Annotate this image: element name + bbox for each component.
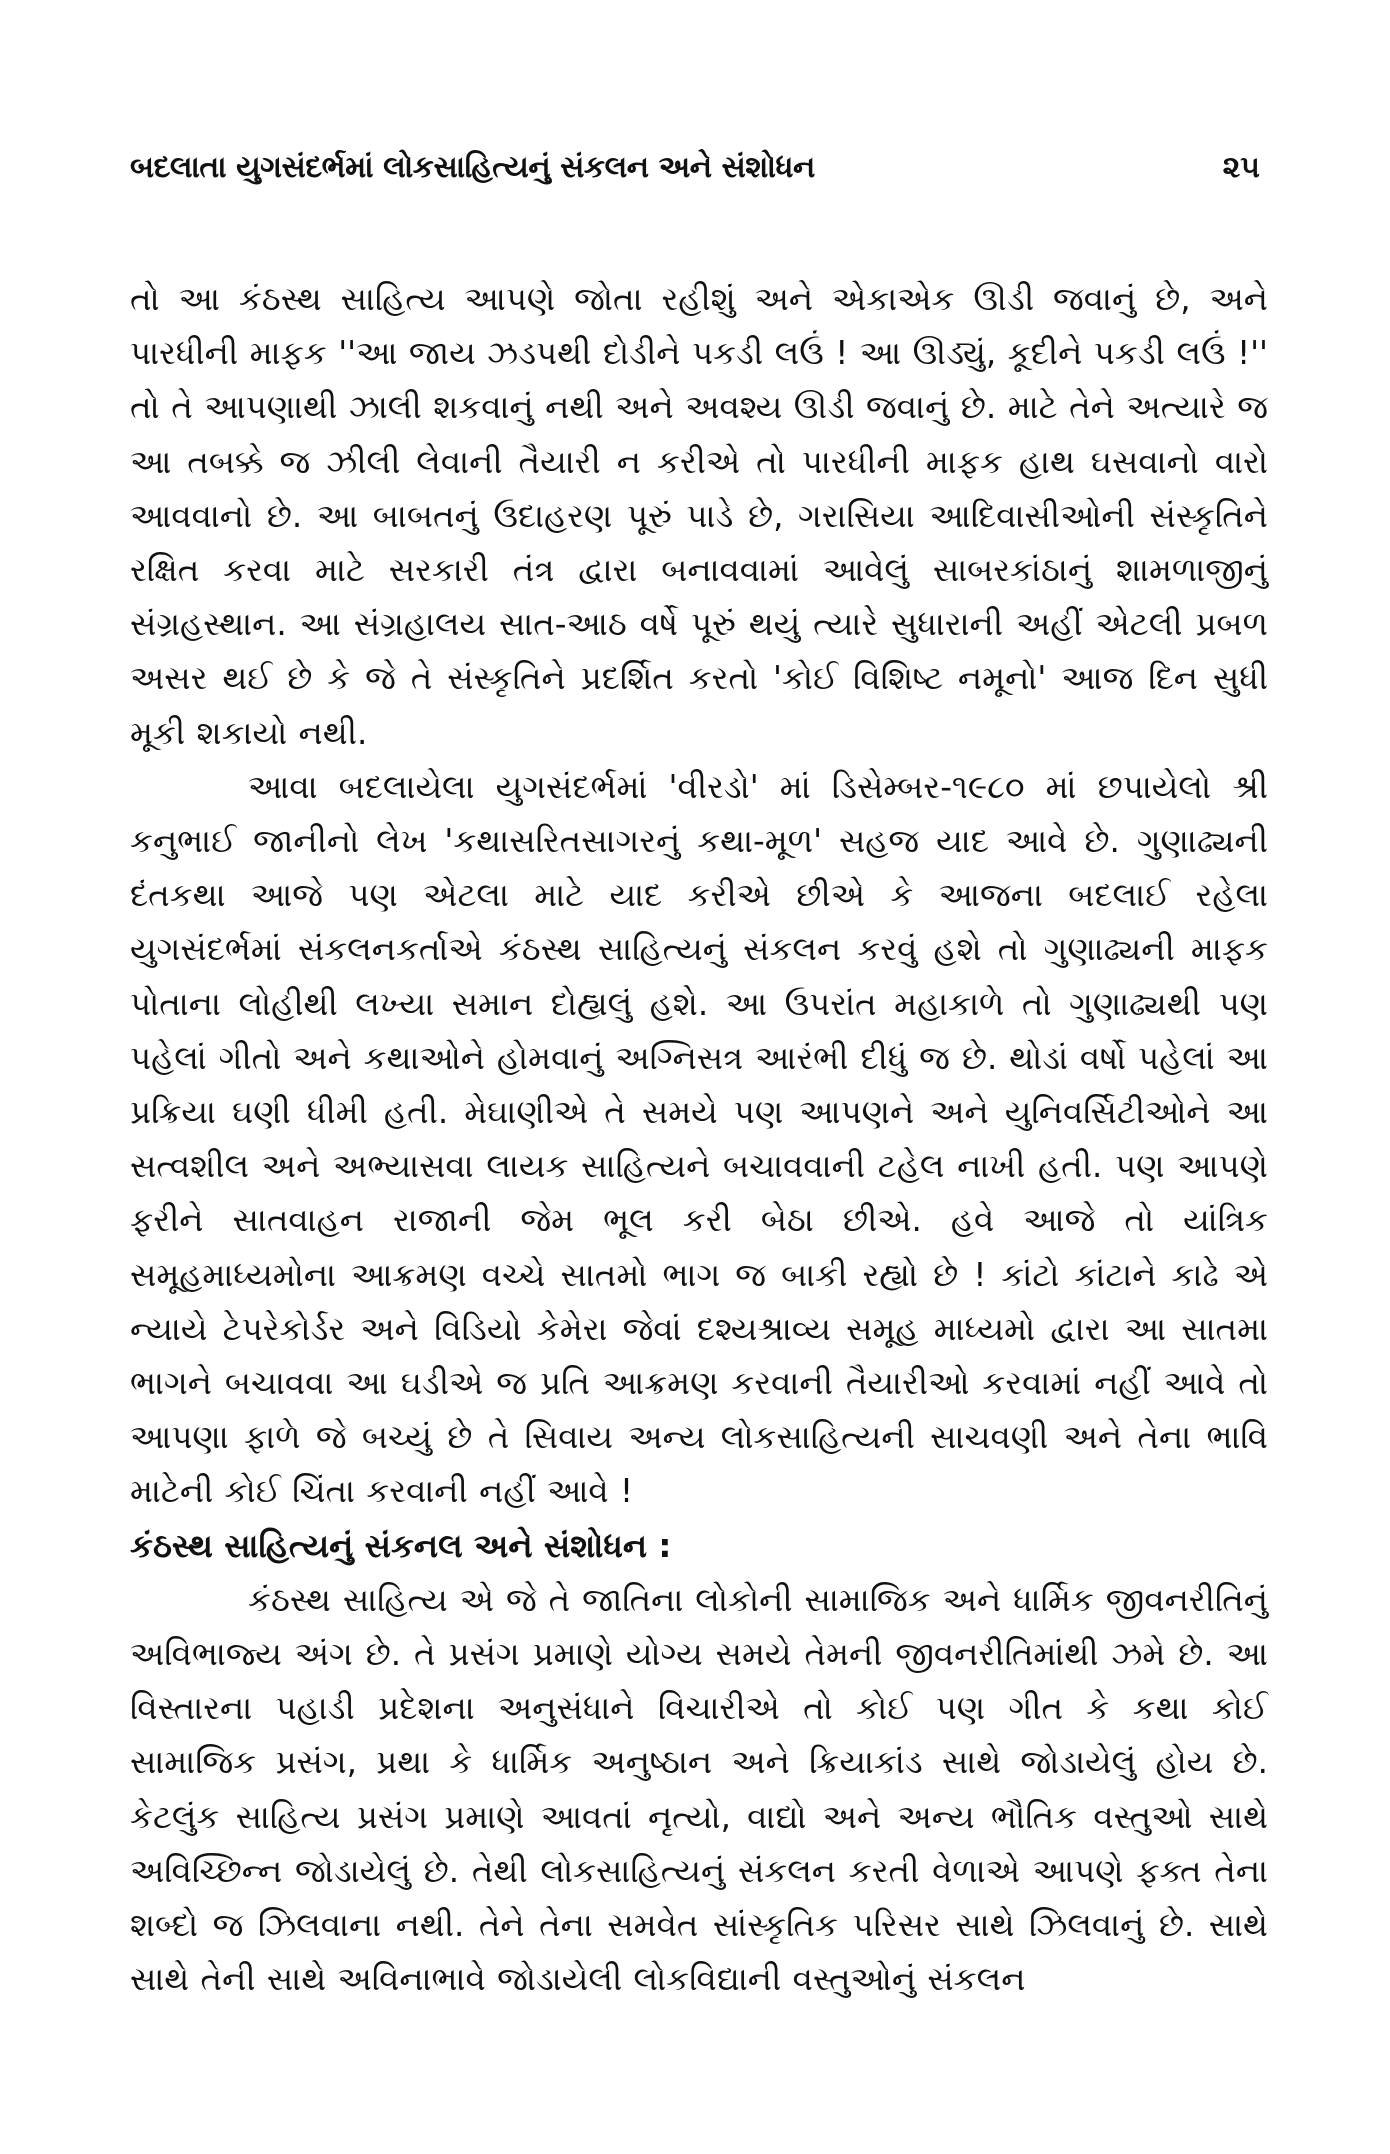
section-heading: કંઠસ્થ સાહિત્યનું સંકનલ અને સંશોધન : <box>130 1526 672 1565</box>
paragraph-2: આવા બદલાયેલા યુગસંદર્ભમાં 'વીરડો' માં ડિસેમ્બર-૧૯૮૦ માં છપાયેલો શ્રી કનુભાઈ જાનીનો લેખ 'કથાસરિતસાગરનું કથા-મૂળ' સહજ યાદ આવે છે. ગુણાઢ્યની દંતકથા આજે પણ એટલા માટે યાદ કરીએ છીએ કે આજના બદલાઈ રહેલા યુગસંદર્ભમાં સંકલનકર્તાએ કંઠસ્થ સાહિત્યનું સંકલન કરવું હશે તો ગુણાઢ્યની માફક પોતાના લોહીથી લખ્યા સમાન દોહ્યલું હશે. આ ઉપરાંત મહાકાળે તો ગુણાઢ્યથી પણ પહેલાં ગીતો અને કથાઓને હોમવાનું અગ્નિસત્ર આરંભી દીધું જ છે. થોડાં વર્ષો પહેલાં આ પ્રક્રિયા ઘણી ધીમી હતી. મેઘાણીએ તે સમયે પણ આપણને અને યુનિવર્સિટીઓને આ સત્વશીલ અને અભ્યાસવા લાયક સાહિત્યને બચાવવાની ટહેલ નાખી હતી. પણ આપણે ફરીને સાતવાહન રાજાની જેમ ભૂલ કરી બેઠા છીએ. હવે આજે તો યાંત્રિક સમૂહમાધ્યમોના આક્રમણ વચ્ચે સાતમો ભાગ જ બાકી રહ્યો છે ! કાંટો કાંટાને કાઢે એ ન્યાયે ટેપરેકોર્ડર અને વિડિયો કેમેરા જેવાં દશ્યશ્રાવ્ય સમૂહ માધ્યમો દ્વારા આ સાતમા ભાગને બચાવવા આ ઘડીએ જ પ્રતિ આક્રમણ કરવાની તૈયારીઓ કરવામાં નહીં આવે તો આપણા ફાળે જે બચ્યું છે તે સિવાય અન્ય લોકસાહિત્યની સાચવણી અને તેના ભાવિ માટેની કોઈ ચિંતા કરવાની નહીં આવે ! <box>130 767 1268 1511</box>
running-header <box>130 150 1268 220</box>
page-number: ૨૫ <box>1222 150 1260 185</box>
paragraph-3: કંઠસ્થ સાહિત્ય એ જે તે જાતિના લોકોની સામાજિક અને ધાર્મિક જીવનરીતિનું અવિભાજ્ય અંગ છે. તે પ્રસંગ પ્રમાણે યોગ્ય સમયે તેમની જીવનરીતિમાંથી ઝમે છે. આ વિસ્તારના પહાડી પ્રદેશના અનુસંધાને વિચારીએ તો કોઈ પણ ગીત કે કથા કોઈ સામાજિક પ્રસંગ, પ્રથા કે ધાર્મિક અનુષ્ઠાન અને ક્રિયાકાંડ સાથે જોડાયેલું હોય છે. કેટલુંક સાહિત્ય પ્રસંગ પ્રમાણે આવતાં નૃત્યો, વાદ્યો અને અન્ય ભૌતિક વસ્તુઓ સાથે અવિચ્છિન્ન જોડાયેલું છે. તેથી લોકસાહિત્યનું સંકલન કરતી વેળાએ આપણે ફક્ત તેના શબ્દો જ ઝિલવાના નથી. તેને તેના સમવેત સાંસ્કૃતિક પરિસર સાથે ઝિલવાનું છે. સાથે સાથે તેની સાથે અવિનાભાવે જોડાયેલી લોકવિદ્યાની વસ્તુઓનું સંકલન <box>130 1580 1268 1999</box>
running-title: બદલાતા યુગસંદર્ભમાં લોકસાહિત્યનું સંકલન અને સંશોધન <box>130 150 815 185</box>
paragraph-1: તો આ કંઠસ્થ સાહિત્ય આપણે જોતા રહીશું અને એકાએક ઊડી જવાનું છે, અને પારધીની માફક ''આ જાય ઝડપથી દોડીને પકડી લઉં ! આ ઊડ્યું, કૂદીને પકડી લઉં !'' તો તે આપણાથી ઝાલી શકવાનું નથી અને અવશ્ય ઊડી જવાનું છે. માટે તેને અત્યારે જ આ તબક્કે જ ઝીલી લેવાની તૈયારી ન કરીએ તો પારધીની માફક હાથ ઘસવાનો વારો આવવાનો છે. આ બાબતનું ઉદાહરણ પૂરું પાડે છે, ગરાસિયા આદિવાસીઓની સંસ્કૃતિને રક્ષિત કરવા માટે સરકારી તંત્ર દ્વારા બનાવવામાં આવેલું સાબરકાંઠાનું શામળાજીનું સંગ્રહસ્થાન. આ સંગ્રહાલય સાત-આઠ વર્ષે પૂરું થયું ત્યારે સુધારાની અહીં એટલી પ્રબળ અસર થઈ છે કે જે તે સંસ્કૃતિને પ્રદર્શિત કરતો 'કોઈ વિશિષ્ટ નમૂનો' આજ દિન સુધી મૂકી શકાયો નથી. <box>130 280 1268 752</box>
